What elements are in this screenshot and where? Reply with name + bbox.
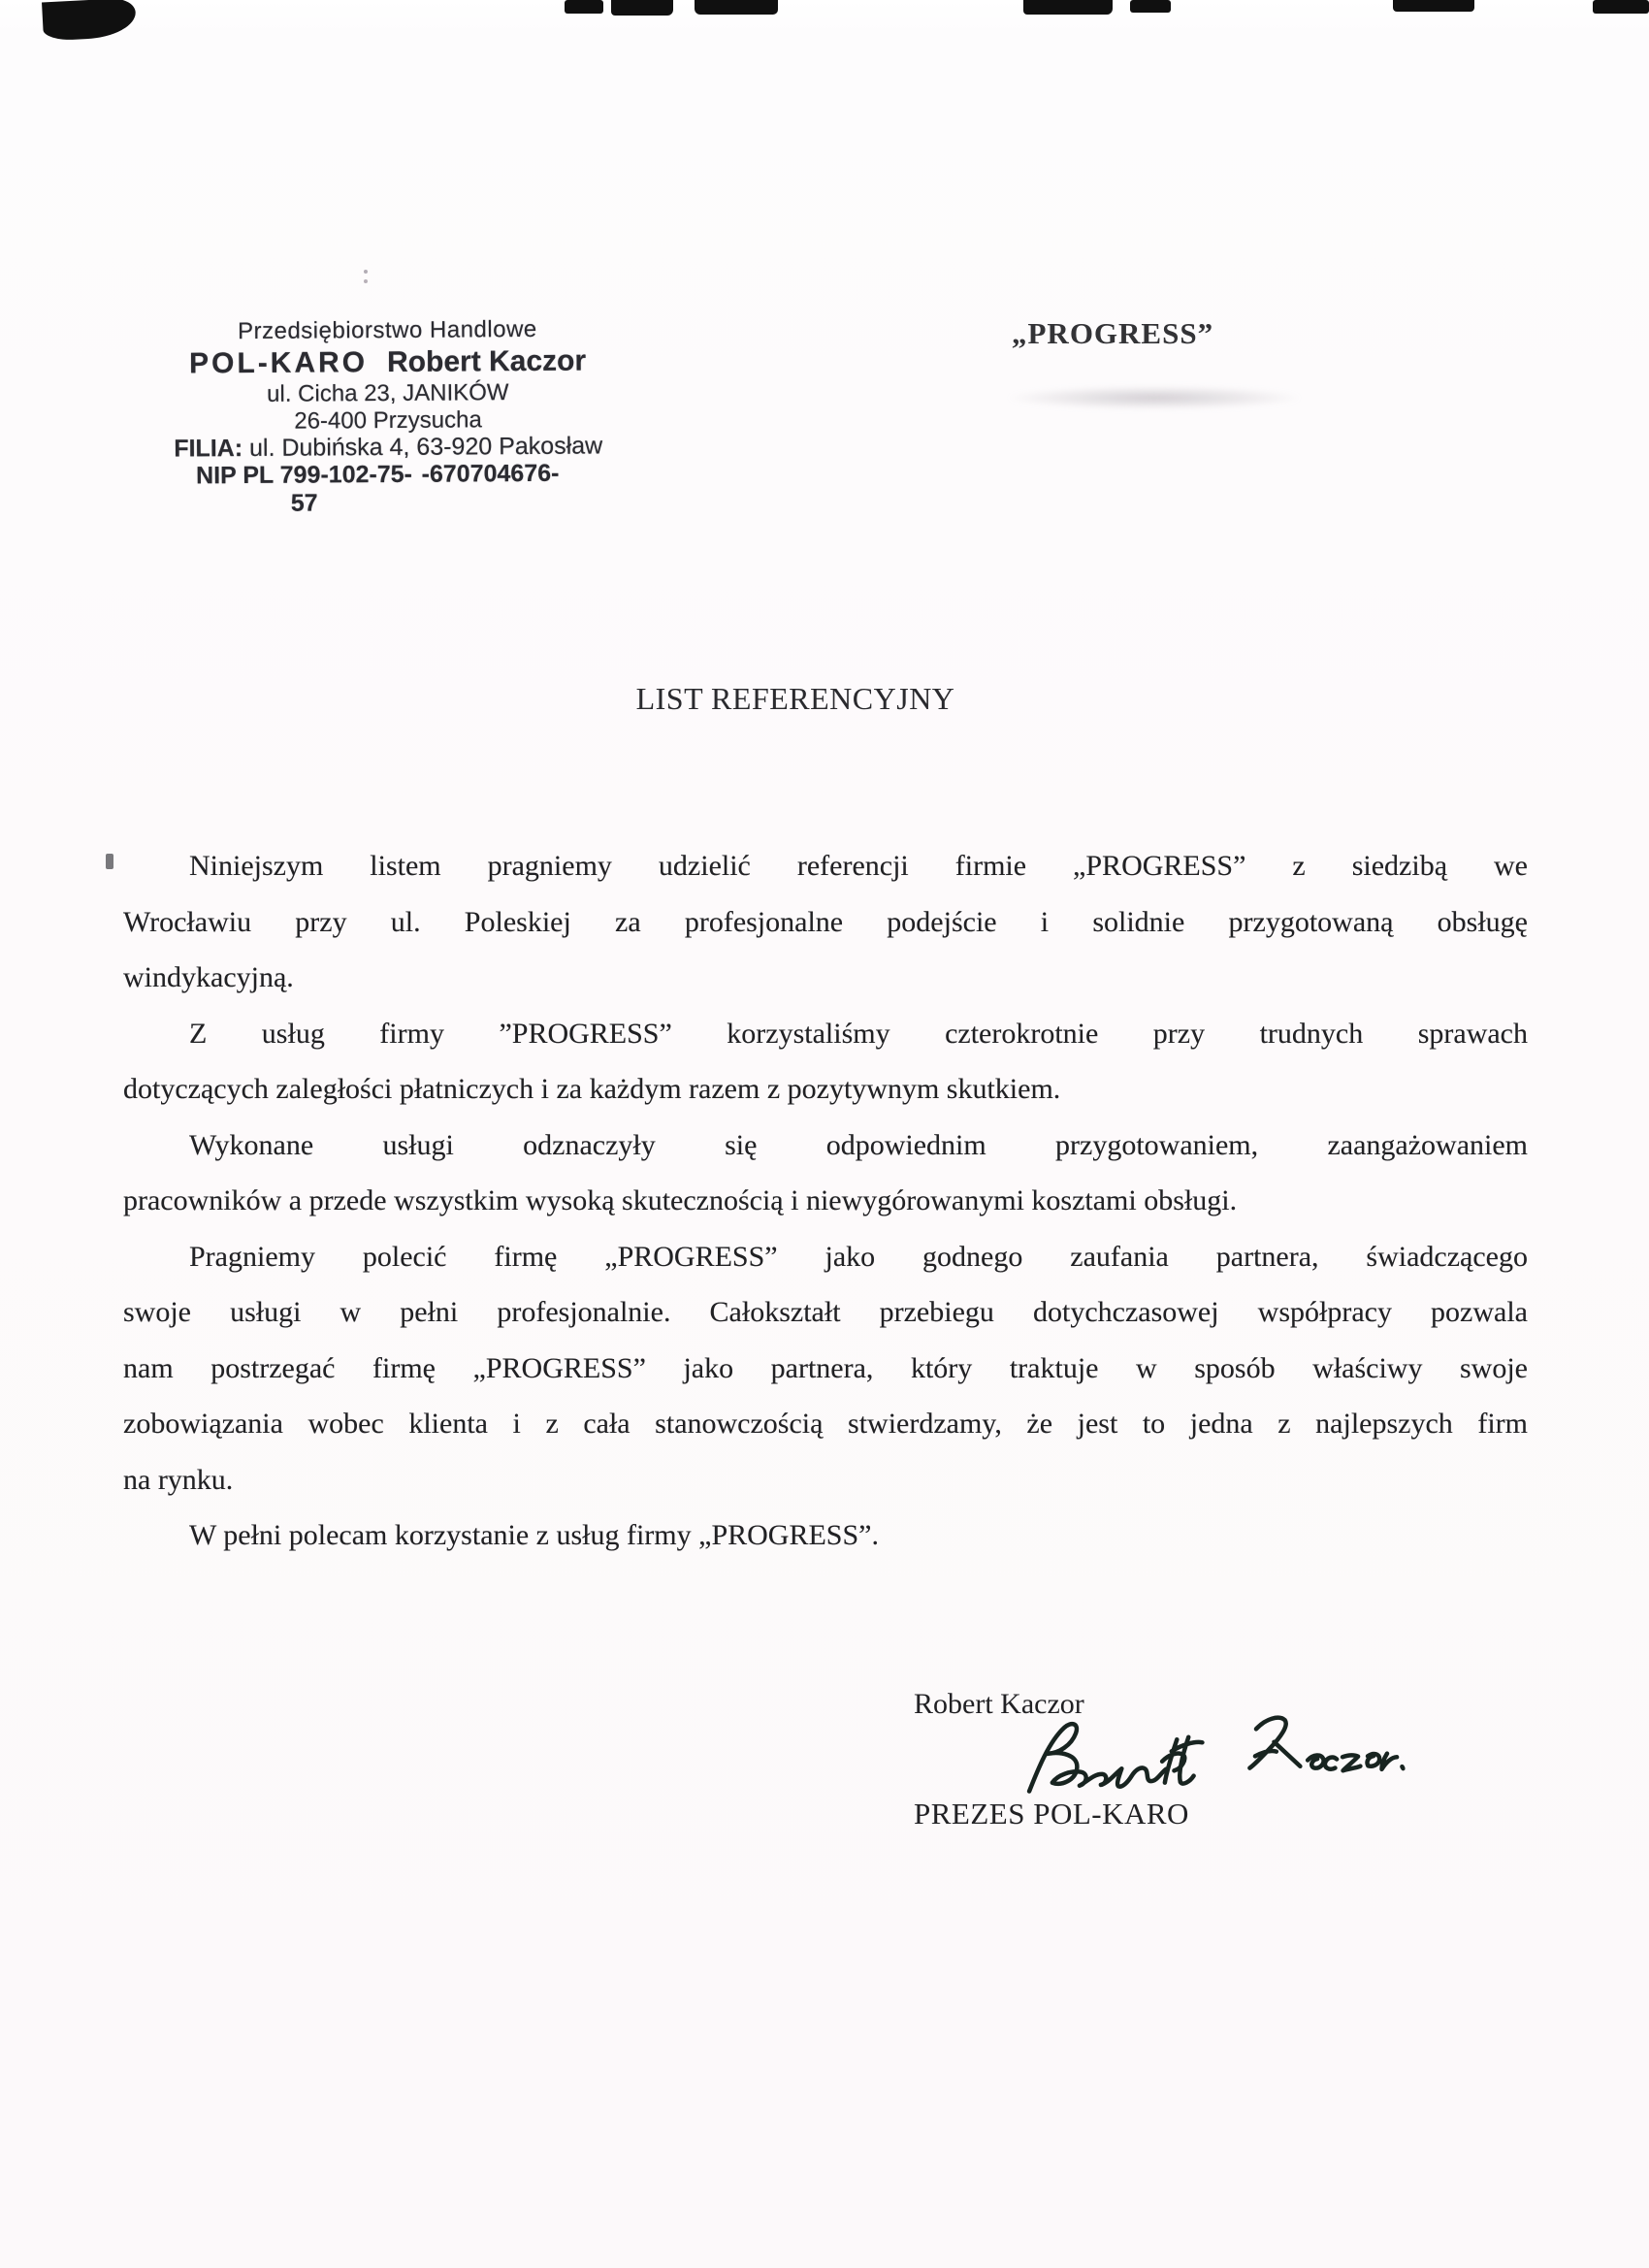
scan-artifact [1130, 0, 1171, 13]
scan-speck [364, 270, 368, 274]
scan-speck [106, 854, 113, 869]
page-title: LIST REFERENCYJNY [635, 681, 955, 716]
company-stamp [125, 314, 650, 519]
body-line: dotyczących zaległości płatniczych i za każdym razem z pozytywnym skutkiem. [123, 1073, 1061, 1105]
stamp-nip: NIP PL 799-102-75-57 [196, 460, 413, 517]
body-line: Wykonane usługi odznaczyły się odpowiednim przygotowaniem, zaangażowaniem [189, 1128, 1528, 1161]
body-line: pracowników a przede wszystkim wysoką skutecznością i niewygórowanymi kosztami obsługi. [123, 1184, 1238, 1216]
body-line: zobowiązania wobec klienta i z cała stanowczością stwierdzamy, że jest to jedna z najlepszych firm [123, 1408, 1528, 1440]
stamp-street: ul. Cicha 23, JANIKÓW [267, 379, 509, 407]
stamp-city: 26-400 Przysucha [294, 406, 482, 435]
stamp-branch-address: ul. Dubińska 4, 63-920 Pakosław [242, 432, 603, 463]
stamp-company: POL-KARO [188, 346, 369, 380]
body-line: swoje usługi w pełni profesjonalnie. Całokształt przebiegu dotychczasowej współpracy pozwala [123, 1296, 1528, 1328]
letter-body [123, 838, 1528, 1564]
signatory-name: Robert Kaczor [914, 1688, 1084, 1720]
signatory-title: PREZES POL-KARO [914, 1797, 1189, 1831]
scan-artifact [1393, 0, 1474, 12]
body-line: Z usług firmy ”PROGRESS” korzystaliśmy czterokrotnie przy trudnych sprawach [189, 1017, 1528, 1050]
body-line: nam postrzegać firmę „PROGRESS” jako partnera, który traktuje w sposób właściwy swoje [123, 1351, 1528, 1384]
body-line: Niniejszym listem pragniemy udzielić referencji firmie „PROGRESS” z siedzibą we [189, 850, 1528, 882]
scan-smudge [1009, 386, 1300, 409]
scan-artifact [565, 0, 603, 14]
stamp-owner: Robert Kaczor [386, 344, 587, 379]
body-line: Wrocławiu przy ul. Poleskiej za profesjonalne podejście i solidnie przygotowaną obsługę [123, 905, 1528, 938]
scan-artifact [1023, 0, 1113, 15]
progress-company-header: „PROGRESS” [1012, 316, 1214, 350]
body-line: na rynku. [123, 1463, 234, 1496]
stamp-branch [126, 432, 650, 463]
stamp-regon: -670704676- [421, 459, 560, 488]
body-line: W pełni polecam korzystanie z usług firmy „PROGRESS”. [189, 1519, 879, 1551]
stamp-business-type: Przedsiębiorstwo Handlowe [237, 315, 537, 345]
scan-artifact [42, 0, 137, 41]
scan-artifact [611, 0, 673, 16]
scan-artifact [1593, 0, 1649, 14]
stamp-branch-label: FILIA: [174, 435, 243, 463]
stamp-company-name [125, 343, 649, 382]
stamp-tax-line [186, 460, 559, 519]
body-line: windykacyjną. [123, 961, 294, 993]
body-line: Pragniemy polecić firmę „PROGRESS” jako godnego zaufania partnera, świadczącego [189, 1240, 1528, 1273]
scan-artifact [695, 0, 778, 15]
